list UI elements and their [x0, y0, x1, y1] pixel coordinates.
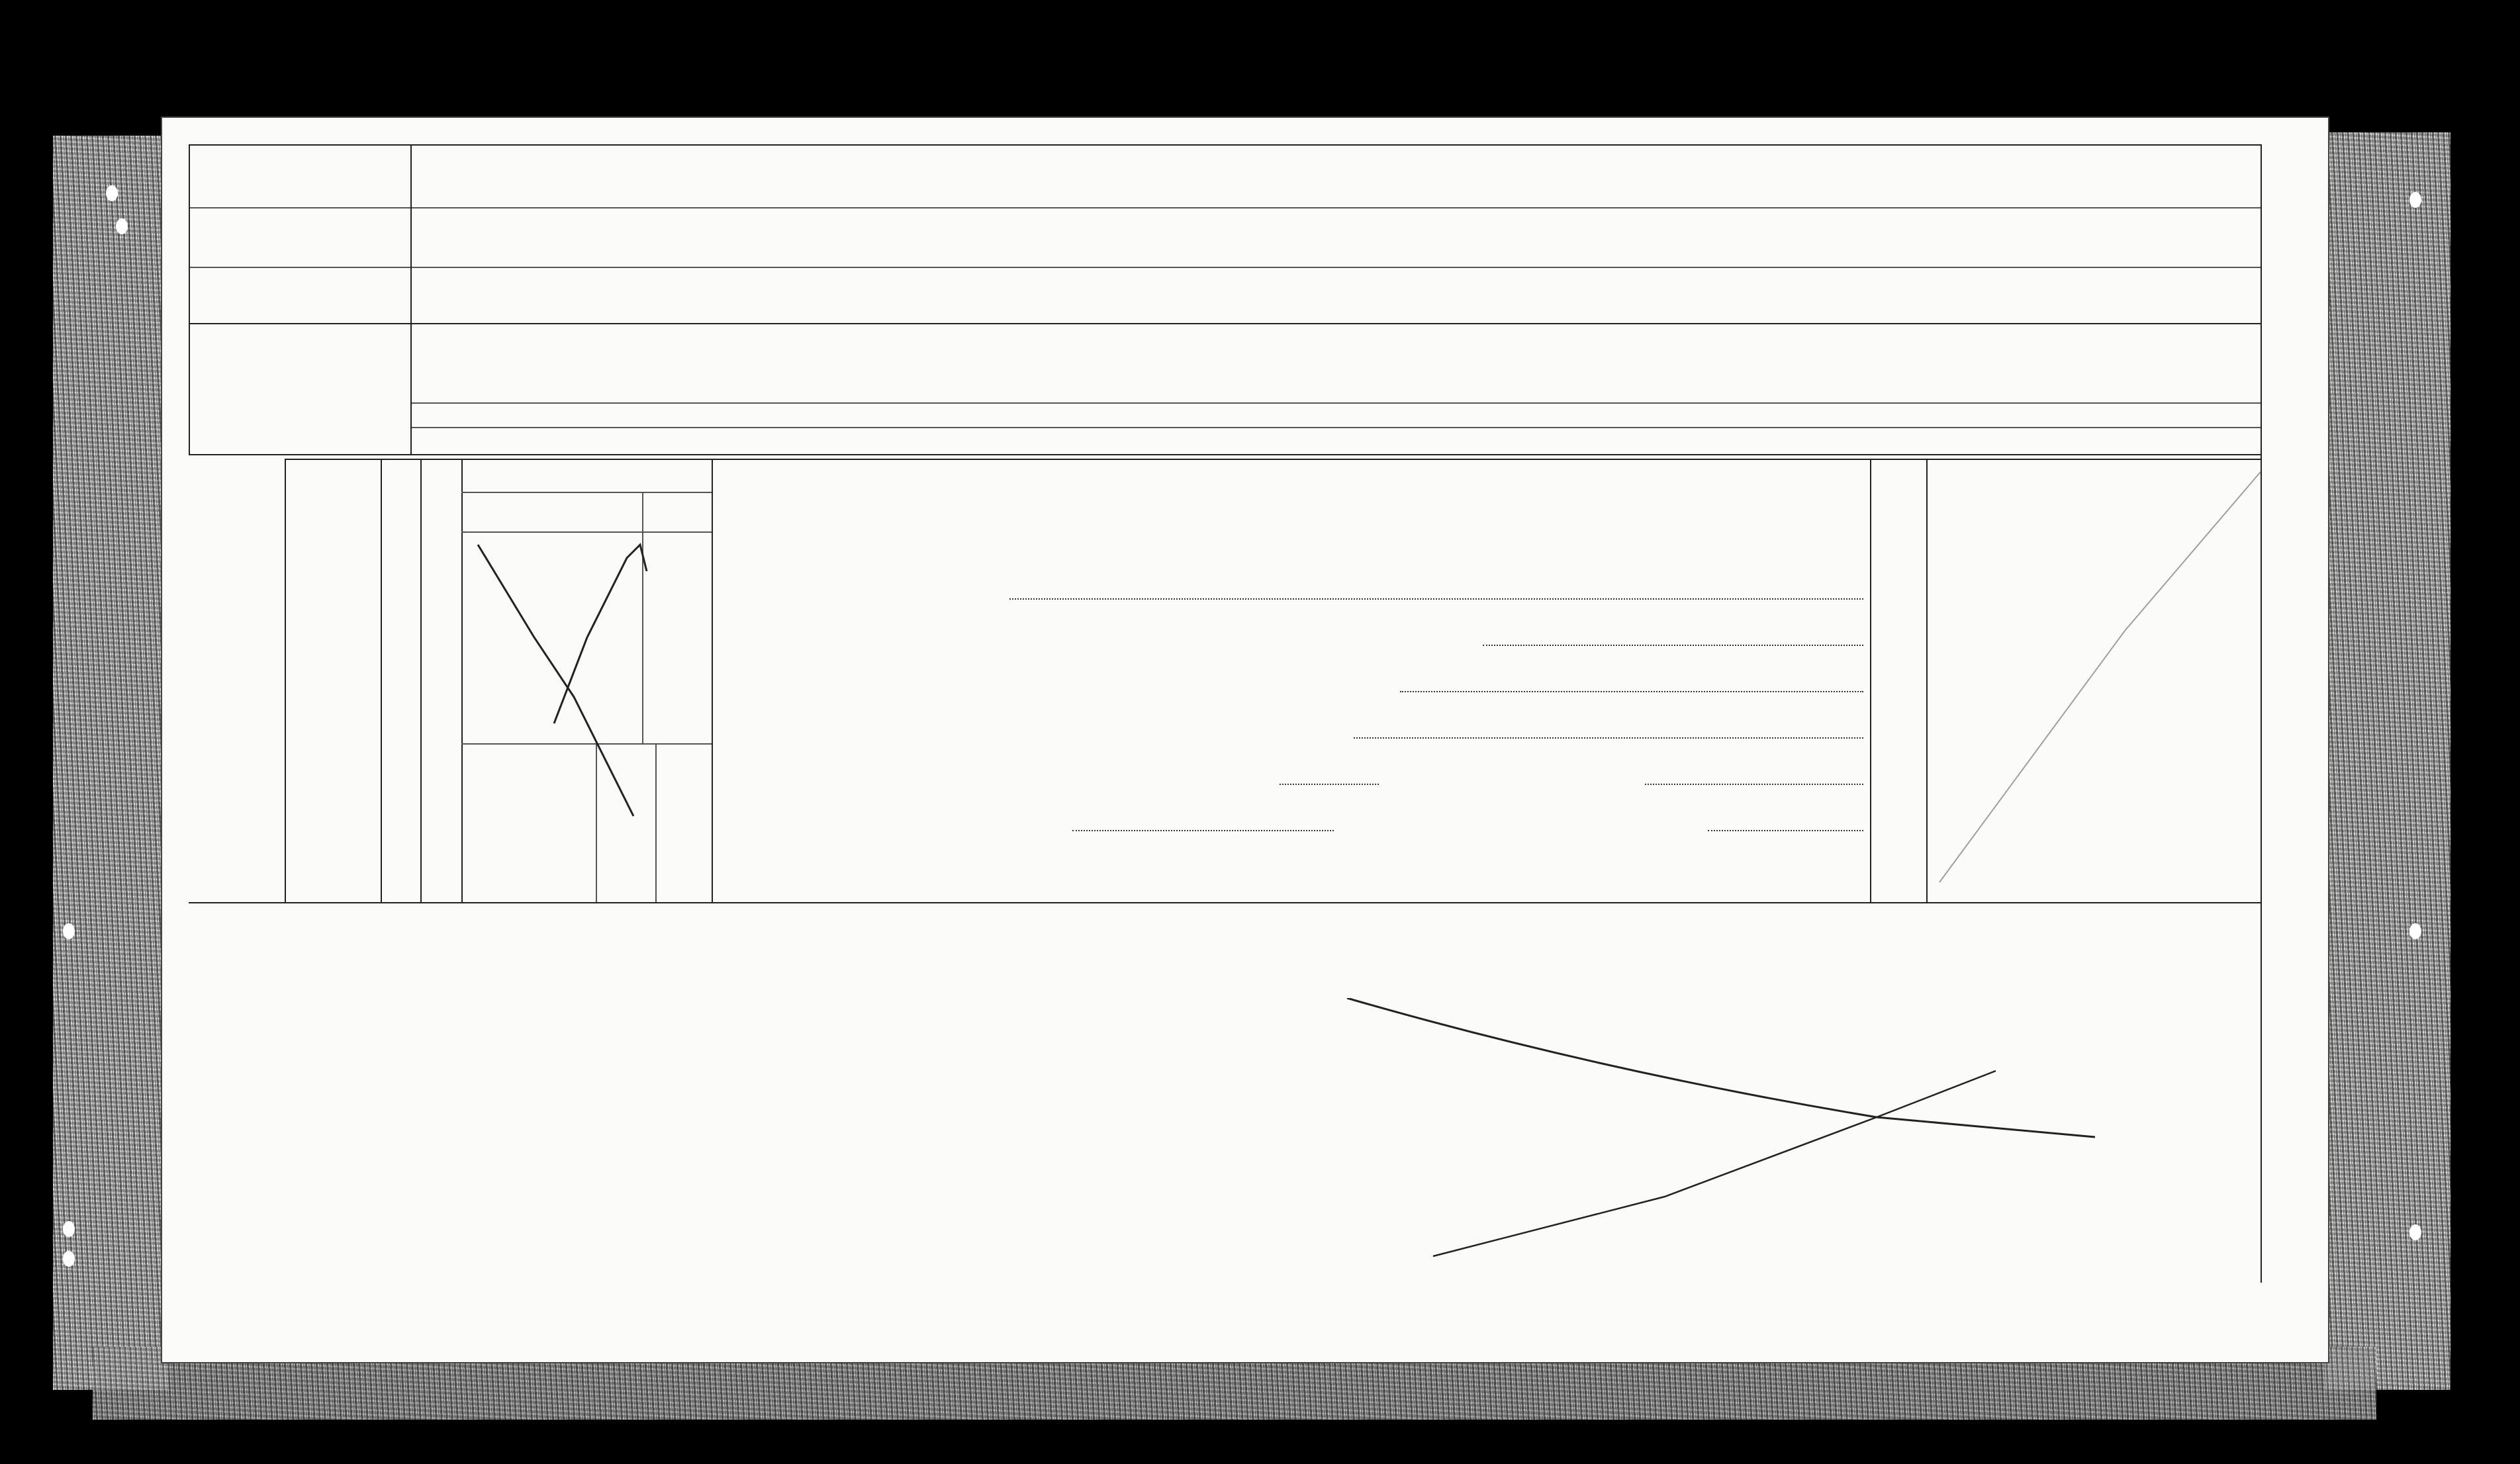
population-strikeout [1926, 459, 2261, 902]
census-card [162, 118, 2328, 1362]
tissue-right [2325, 132, 2450, 1390]
workers-title [422, 488, 462, 899]
trade-strikeout [461, 531, 712, 902]
population-title [1877, 475, 1920, 886]
lease-strikeout [1334, 998, 2261, 1342]
tissue-left [53, 136, 169, 1390]
